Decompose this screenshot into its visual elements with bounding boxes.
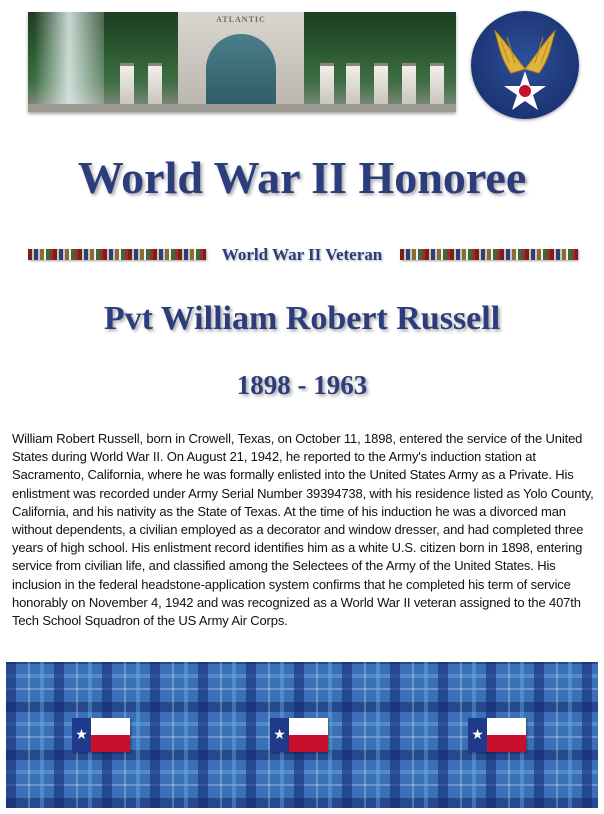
veteran-label: World War II Veteran	[221, 245, 383, 264]
plaid-footer	[6, 662, 598, 808]
memorial-arch	[178, 12, 304, 112]
ribbon-row	[0, 243, 604, 267]
biography-text: William Robert Russell, born in Crowell, Texas, on October 11, 1898, entered the service of the United States during World War II. On August 21, 1942, he reported to the Army's induction station at Sacramento, California, where he was formally enlisted into the United States Army as a Private. His enlistment was recorded under Army Serial Number 39394738, with his residence listed as Yolo County, California, and his nativity as the State of Texas. At the time of his induction he was a divorced man without dependents, a civilian employed as a decorator and window dresser, and had completed three years of high school. His enlistment record identifies him as a white U.S. citizen born in 1898, entering service from civilian life, and classified among the Selectees of the Army of the United States. His inclusion in the federal headstone-application system confirms that he completed his term of service honorably on November 4, 1942 and was recognized as a World War II veteran assigned to the 407th Tech School Squadron of the US Army Air Corps.	[12, 431, 594, 629]
arch-opening	[206, 34, 276, 112]
page-title: World War II Honoree	[77, 152, 527, 203]
texas-flag-icon	[468, 718, 526, 752]
flag-star-icon: ★	[75, 727, 88, 743]
arch-inscription: ATLANTIC	[216, 15, 266, 24]
honoree-name: Pvt William Robert Russell	[103, 300, 501, 337]
texas-flag-icon	[72, 718, 130, 752]
memorial-pillar	[374, 63, 388, 106]
memorial-pillar	[120, 63, 134, 106]
memorial-pillar	[402, 63, 416, 106]
texas-flag-icon	[270, 718, 328, 752]
army-air-corps-insignia-icon	[471, 11, 579, 119]
service-ribbon-right	[400, 249, 578, 260]
memorial-pillar	[148, 63, 162, 106]
memorial-plaza	[28, 104, 456, 112]
fountain-spray	[34, 12, 104, 112]
memorial-pillar	[320, 63, 334, 106]
life-years: 1898 - 1963	[236, 370, 368, 400]
flag-star-icon: ★	[471, 727, 484, 743]
flag-star-icon: ★	[273, 727, 286, 743]
memorial-banner-image	[28, 12, 456, 112]
memorial-pillar	[346, 63, 360, 106]
memorial-pillar	[430, 63, 444, 106]
